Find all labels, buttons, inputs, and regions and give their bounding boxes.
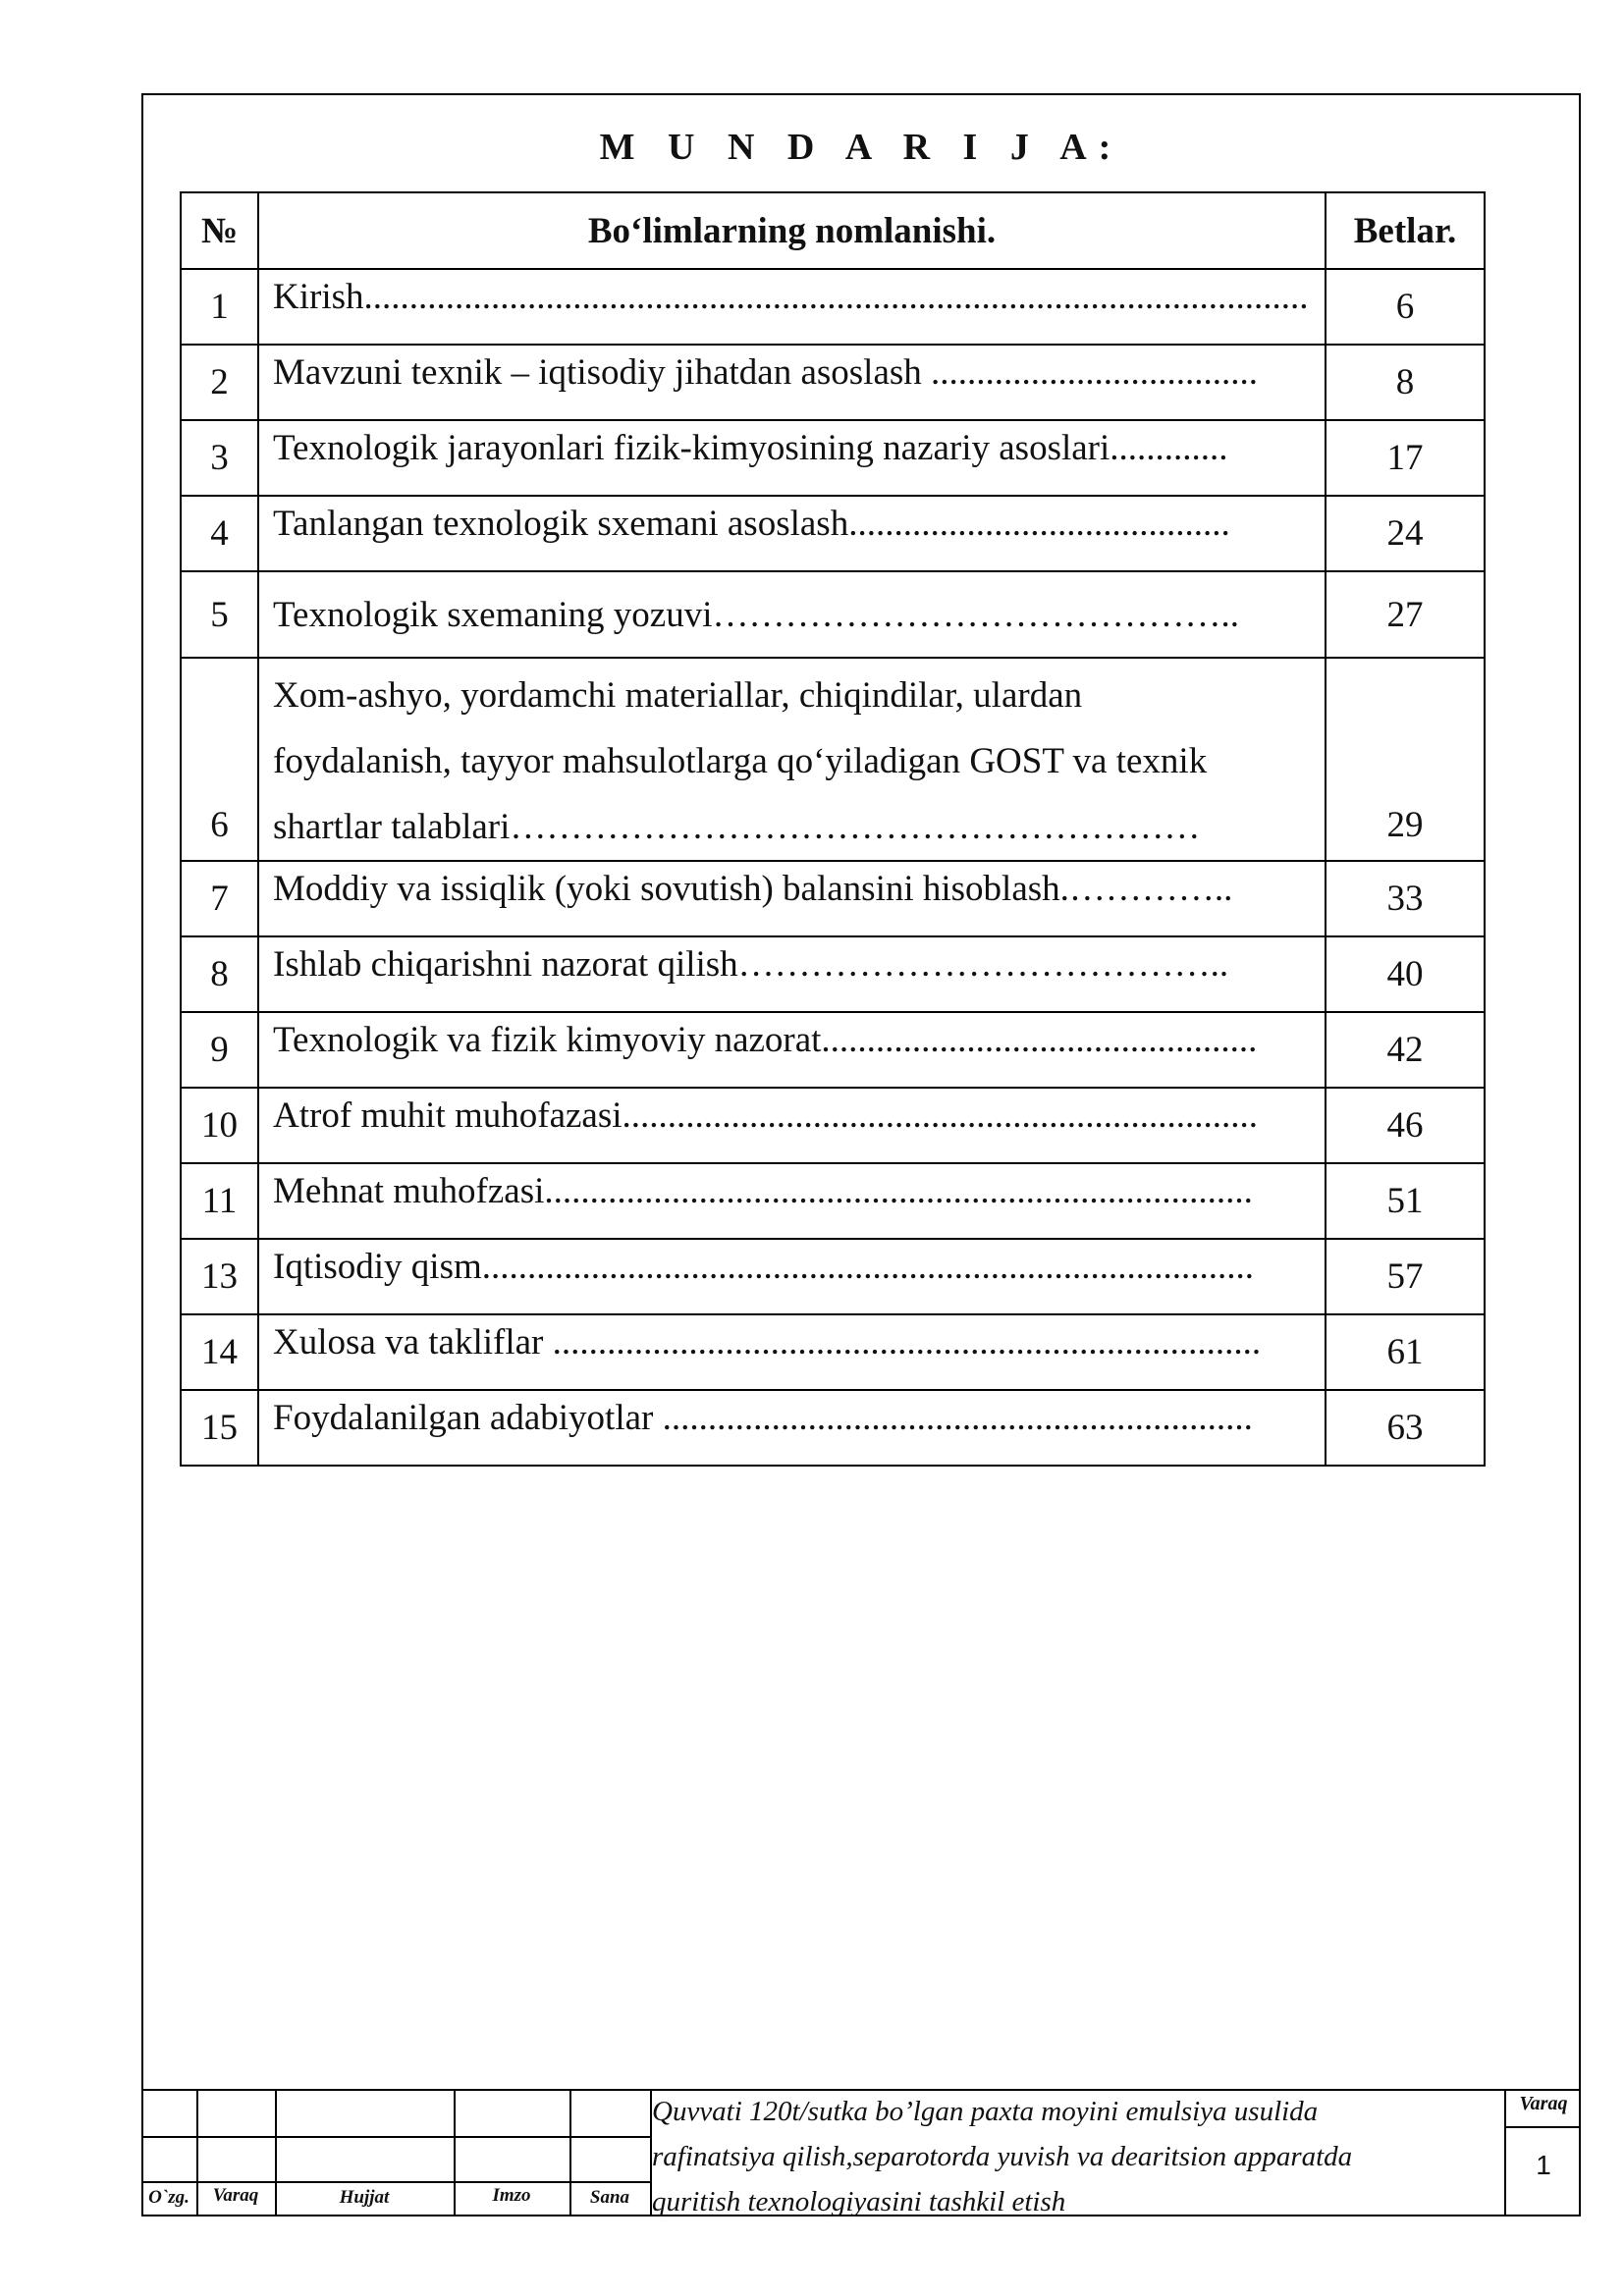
table-row	[181, 1012, 1485, 1088]
table-row	[181, 1314, 1485, 1390]
section-title-line: foydalanish, tayyor mahsulotlarga qo‘yiladigan GOST va texnik	[273, 741, 1208, 781]
section-title	[258, 345, 1326, 420]
table-row	[181, 1088, 1485, 1163]
page-number: 6	[1326, 269, 1485, 345]
page-number: 27	[1326, 571, 1485, 658]
page-number: 57	[1326, 1239, 1485, 1314]
section-title	[258, 420, 1326, 496]
section-title-line: Mehnat muhofzasi..............................................................................	[273, 1171, 1253, 1211]
header-section-name: Bo‘limlarning nomlanishi.	[258, 192, 1326, 269]
page-number: 40	[1326, 936, 1485, 1012]
row-number: 10	[181, 1088, 258, 1163]
row-number: 11	[181, 1163, 258, 1239]
section-title-line: Moddiy va issiqlik (yoki sovutish) balansini hisoblash.…………..	[273, 869, 1233, 909]
section-title-line: Texnologik va fizik kimyoviy nazorat................................................	[273, 1020, 1258, 1060]
table-row	[181, 571, 1485, 658]
table-header-row	[181, 192, 1485, 269]
section-title-line: Iqtisodiy qism.....................................................................................	[273, 1247, 1255, 1287]
label-imzo: Imzo	[492, 2185, 531, 2206]
page-number: 46	[1326, 1088, 1485, 1163]
label-hujjat: Hujjat	[339, 2187, 390, 2208]
row-number: 15	[181, 1390, 258, 1466]
row-number: 14	[181, 1314, 258, 1390]
page-title: M U N D A R I J A:	[599, 127, 1123, 168]
sheet-label: Varaq	[1519, 2093, 1568, 2114]
page-number: 51	[1326, 1163, 1485, 1239]
table-row	[181, 269, 1485, 345]
section-title	[258, 1163, 1326, 1239]
section-title	[258, 1314, 1326, 1390]
table-row	[181, 1163, 1485, 1239]
page-number: 33	[1326, 861, 1485, 936]
title-block	[141, 2089, 1581, 2216]
section-title	[258, 1239, 1326, 1314]
section-title-line: Tanlangan texnologik sxemani asoslash..........................................	[273, 504, 1230, 544]
section-title	[258, 936, 1326, 1012]
section-title-line: Foydalanilgan adabiyotlar .................................................................	[273, 1398, 1253, 1438]
section-title	[258, 658, 1326, 861]
description-line: Quvvati 120t/sutka bo’lgan paxta moyini emulsiya usulida	[652, 2096, 1319, 2127]
section-title	[258, 496, 1326, 571]
section-title	[258, 269, 1326, 345]
row-number: 5	[181, 571, 258, 658]
table-row	[181, 420, 1485, 496]
sheet-number: 1	[1536, 2150, 1551, 2180]
row-number: 8	[181, 936, 258, 1012]
page-number: 42	[1326, 1012, 1485, 1088]
project-description	[652, 2089, 1506, 2216]
header-number: №	[181, 192, 258, 269]
section-title-line: Ishlab chiqarishni nazorat qilish…………………………………..	[273, 944, 1229, 985]
table-row	[181, 936, 1485, 1012]
row-number: 6	[181, 658, 258, 861]
table-row	[181, 496, 1485, 571]
table-row	[181, 1390, 1485, 1466]
row-number: 2	[181, 345, 258, 420]
label-varaq: Varaq	[212, 2185, 259, 2206]
table-row	[181, 658, 1485, 861]
section-title-line: Xulosa va takliflar ..............................................................................	[273, 1322, 1262, 1362]
label-ozg: O`zg.	[148, 2187, 189, 2208]
section-title-line: Texnologik sxemaning yozuvi……………………………………..	[273, 594, 1240, 635]
section-title-line: Texnologik jarayonlari fizik-kimyosining nazariy asoslari.............	[273, 428, 1228, 468]
table-row	[181, 861, 1485, 936]
section-title-line: Mavzuni texnik – iqtisodiy jihatdan asoslash ....................................	[273, 352, 1259, 393]
section-title	[258, 1088, 1326, 1163]
row-number: 4	[181, 496, 258, 571]
page-number: 63	[1326, 1390, 1485, 1466]
row-number: 13	[181, 1239, 258, 1314]
row-number: 1	[181, 269, 258, 345]
contents-body	[181, 269, 1485, 1466]
table-row	[181, 1239, 1485, 1314]
page-number: 61	[1326, 1314, 1485, 1390]
label-sana: Sana	[589, 2187, 630, 2208]
page-number: 24	[1326, 496, 1485, 571]
section-title	[258, 571, 1326, 658]
section-title-line: Kirish........................................................................................................	[273, 277, 1309, 317]
page-number: 29	[1326, 658, 1485, 861]
description-line: quritish texnologiyasini tashkil etish	[652, 2186, 1066, 2217]
page-number: 8	[1326, 345, 1485, 420]
description-line: rafinatsiya qilish,separotorda yuvish va dearitsion apparatda	[652, 2141, 1353, 2172]
page-number: 17	[1326, 420, 1485, 496]
section-title	[258, 861, 1326, 936]
row-number: 7	[181, 861, 258, 936]
row-number: 3	[181, 420, 258, 496]
section-title-line: Atrof muhit muhofazasi......................................................................	[273, 1095, 1259, 1136]
section-title	[258, 1012, 1326, 1088]
section-title	[258, 1390, 1326, 1466]
section-title-line: Xom-ashyo, yordamchi materiallar, chiqindilar, ulardan	[273, 675, 1083, 716]
header-pages: Betlar.	[1326, 192, 1485, 269]
section-title-line: shartlar talablari…………………………………………………	[273, 807, 1201, 847]
table-row	[181, 345, 1485, 420]
row-number: 9	[181, 1012, 258, 1088]
contents-table	[180, 191, 1486, 1467]
